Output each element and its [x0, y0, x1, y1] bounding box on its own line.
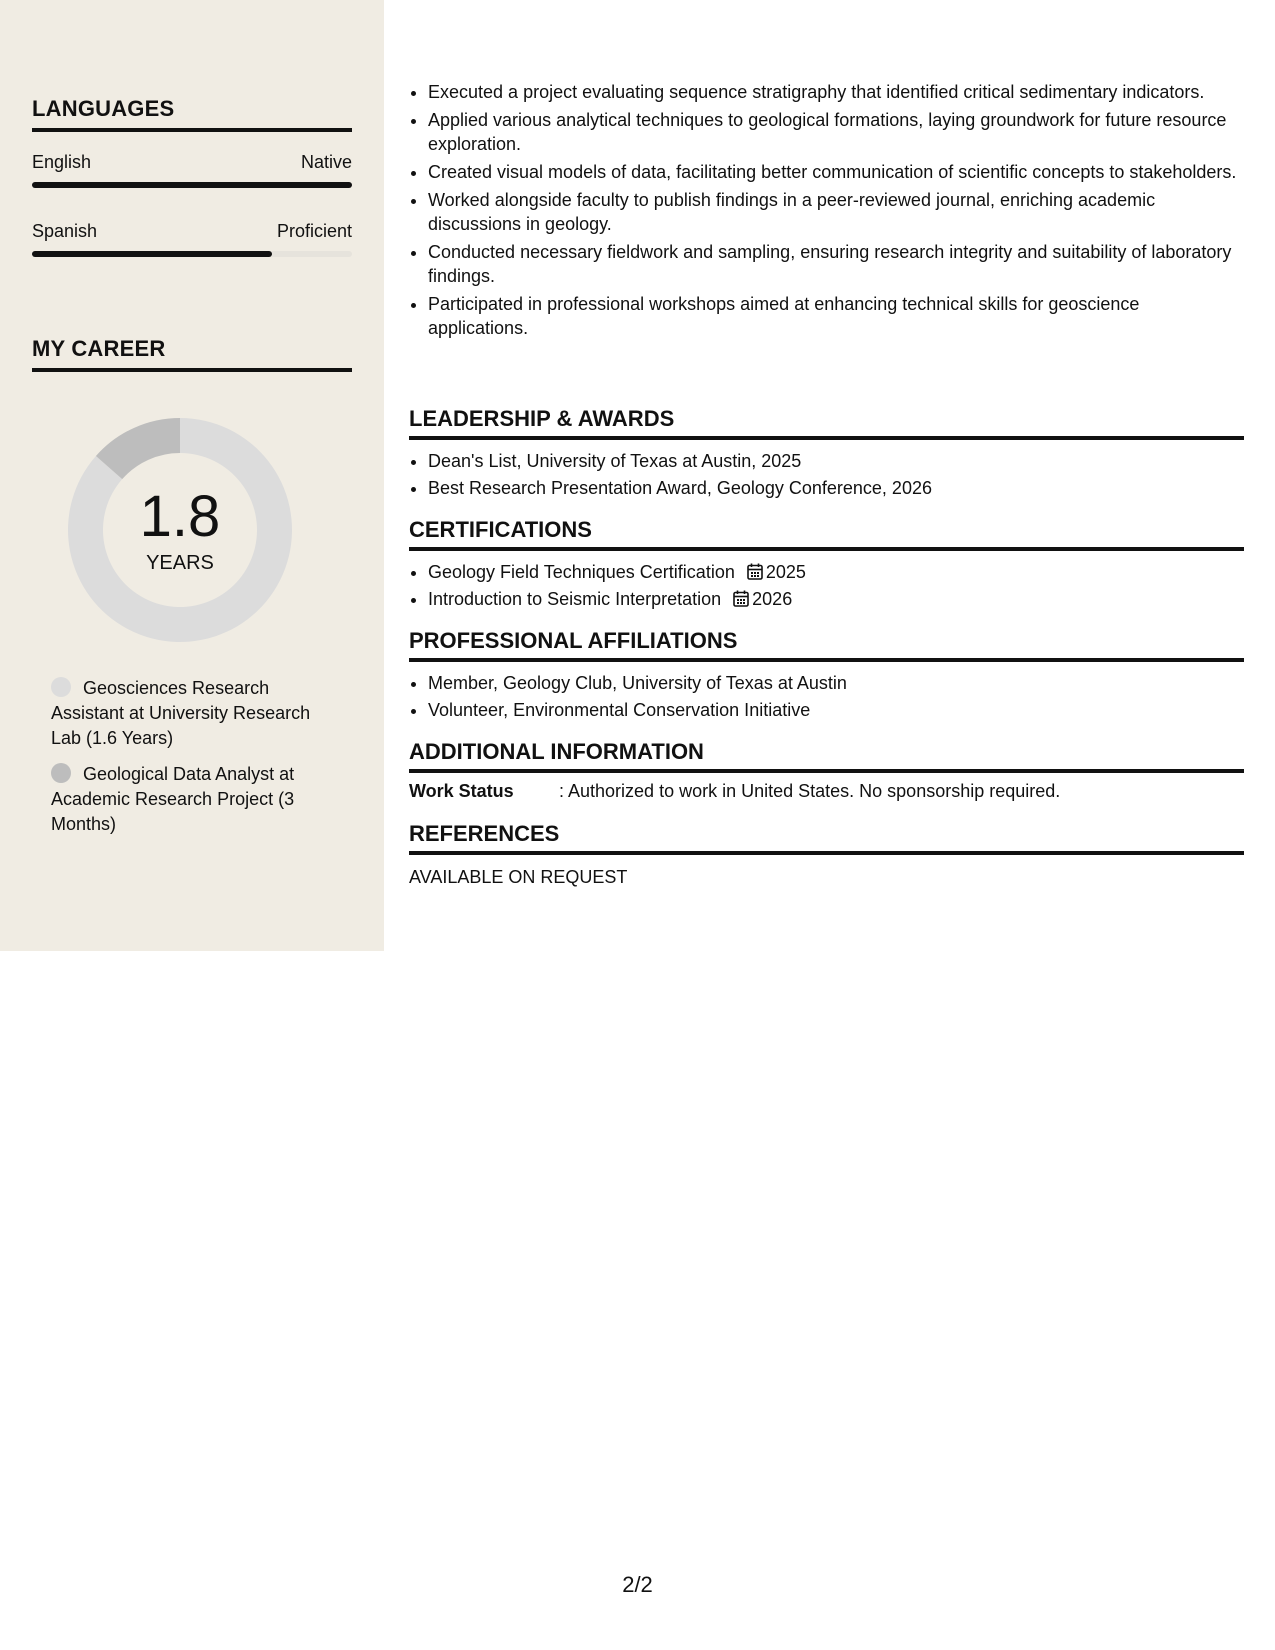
calendar-icon — [747, 563, 763, 580]
language-bar-track — [32, 182, 352, 188]
references-title: REFERENCES — [409, 821, 1244, 855]
career-years-unit: YEARS — [146, 552, 214, 574]
page-number: 2/2 — [622, 1572, 653, 1597]
experience-bullets — [409, 80, 1244, 340]
certification-name: Introduction to Seismic Interpretation — [428, 589, 722, 609]
certifications-title: CERTIFICATIONS — [409, 517, 1244, 551]
list-item: • Participated in professional workshops aimed at enhancing technical skills for geoscience applications. — [428, 292, 1244, 340]
certifications-list — [409, 560, 1244, 611]
language-level: Native — [300, 152, 352, 172]
leadership-list — [409, 449, 1244, 500]
legend-dot — [51, 677, 71, 697]
languages-title: LANGUAGES — [32, 96, 352, 132]
language-bar-track — [32, 251, 352, 257]
list-item — [428, 587, 1244, 611]
additional-info-title: ADDITIONAL INFORMATION — [409, 739, 1244, 773]
list-item: • Worked alongside faculty to publish findings in a peer-reviewed journal, enriching academic discussions in geology. — [428, 188, 1244, 236]
list-item: • Dean's List, University of Texas at Austin, 2025 — [428, 449, 1244, 473]
leadership-title: LEADERSHIP & AWARDS — [409, 406, 1244, 440]
list-item: • Member, Geology Club, University of Texas at Austin — [428, 671, 1244, 695]
list-item: • Executed a project evaluating sequence stratigraphy that identified critical sedimentary indicators. — [428, 80, 1244, 104]
language-name: Spanish — [32, 221, 98, 241]
career-title: MY CAREER — [32, 336, 352, 372]
legend-dot — [51, 763, 71, 783]
affiliations-list — [409, 671, 1244, 722]
certification-name: Geology Field Techniques Certification — [428, 562, 735, 582]
work-status-value: : Authorized to work in United States. No sponsorship required. — [559, 781, 1061, 801]
sidebar — [0, 0, 384, 951]
list-item: • Applied various analytical techniques to geological formations, laying groundwork for future resource exploration. — [428, 108, 1244, 156]
language-name: English — [32, 152, 92, 172]
list-item — [428, 560, 1244, 584]
language-item-spanish — [32, 221, 352, 257]
calendar-icon — [733, 590, 749, 607]
certification-year: 2026 — [752, 589, 793, 609]
work-status-row — [409, 781, 1244, 802]
list-item: • Created visual models of data, facilitating better communication of scientific concepts to stakeholders. — [428, 160, 1244, 184]
certification-year: 2025 — [765, 562, 806, 582]
references-text: AVAILABLE ON REQUEST — [409, 867, 628, 887]
legend-label: Geosciences Research Assistant at University Research Lab (1.6 Years) — [51, 678, 311, 748]
languages-section — [32, 96, 352, 132]
career-legend-item-1 — [51, 676, 341, 751]
language-item-english — [32, 152, 352, 188]
list-item: • Conducted necessary fieldwork and sampling, ensuring research integrity and suitability of laboratory findings. — [428, 240, 1244, 288]
affiliations-title: PROFESSIONAL AFFILIATIONS — [409, 628, 1244, 662]
language-bar-fill — [32, 251, 272, 257]
list-item: • Volunteer, Environmental Conservation Initiative — [428, 698, 1244, 722]
work-status-label: Work Status — [409, 781, 514, 801]
list-item: • Best Research Presentation Award, Geology Conference, 2026 — [428, 476, 1244, 500]
language-level: Proficient — [276, 221, 352, 241]
career-legend-item-2 — [51, 762, 341, 837]
career-total-years: 1.8 — [139, 484, 221, 549]
language-bar-fill — [32, 182, 352, 188]
career-section — [32, 336, 352, 372]
career-donut-chart — [66, 416, 294, 644]
legend-label: Geological Data Analyst at Academic Research Project (3 Months) — [51, 764, 295, 834]
